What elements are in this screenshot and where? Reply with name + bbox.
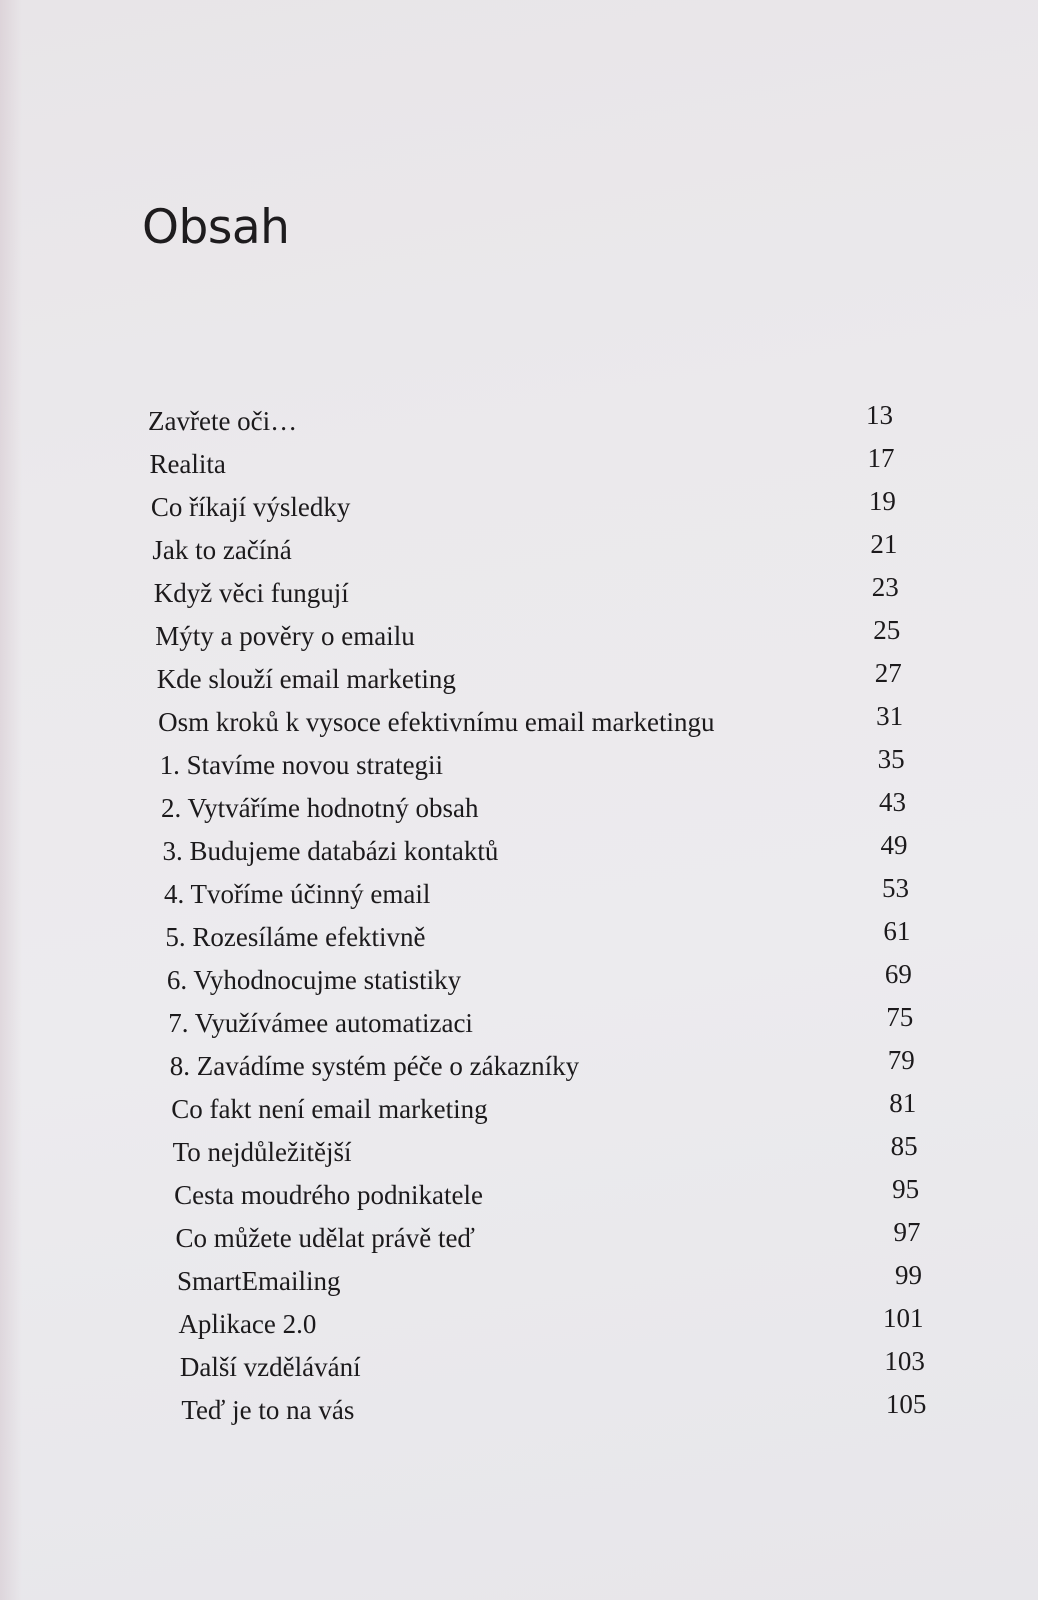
toc-entry-label: Co můžete udělat právě teď	[175, 1223, 475, 1253]
page-title: Obsah	[142, 200, 290, 255]
toc-entry	[148, 1217, 921, 1265]
toc-entry-page: 81	[889, 1088, 917, 1118]
toc-entry-label: Zavřete oči…	[148, 406, 298, 436]
table-of-contents	[148, 400, 927, 1437]
toc-entry	[148, 744, 908, 792]
toc-entry	[148, 787, 908, 835]
toc-entry-label: 3. Budujeme databázi kontaktů	[162, 836, 499, 866]
toc-entry-page: 85	[890, 1131, 918, 1161]
toc-entry	[148, 1088, 917, 1136]
toc-entry-label: Mýty a pověry o emailu	[155, 621, 415, 651]
toc-entry	[148, 1002, 914, 1050]
toc-entry-label: Kde slouží email marketing	[156, 664, 456, 694]
toc-entry-label: 1. Stavíme novou strategii	[159, 750, 444, 780]
toc-entry	[148, 1346, 925, 1394]
toc-entry-label: Aplikace 2.0	[178, 1309, 317, 1339]
toc-entry-page: 23	[871, 572, 899, 602]
toc-entry-page: 61	[883, 916, 911, 946]
toc-entry	[148, 830, 908, 878]
toc-entry-label: Cesta moudrého podnikatele	[174, 1180, 484, 1210]
toc-entry-label: Co fakt není email marketing	[171, 1094, 488, 1124]
toc-entry-label: Co říkají výsledky	[150, 492, 351, 522]
toc-entry-page: 31	[876, 701, 904, 731]
toc-entry-label: 6. Vyhodnocujme statistiky	[166, 965, 462, 995]
toc-entry	[148, 916, 911, 964]
toc-entry-label: 5. Rozesíláme efektivně	[165, 922, 426, 952]
toc-entry	[148, 658, 908, 706]
toc-entry-label: 4. Tvoříme účinný email	[163, 879, 431, 909]
toc-entry	[148, 701, 908, 749]
toc-entry	[148, 1260, 922, 1308]
toc-entry	[148, 1174, 920, 1222]
toc-entry-page: 53	[881, 873, 909, 903]
toc-entry-page: 21	[870, 529, 898, 559]
toc-entry	[148, 1045, 915, 1093]
toc-entry-label: Realita	[149, 449, 226, 479]
toc-entry	[148, 486, 908, 534]
toc-entry-page: 99	[895, 1260, 922, 1290]
toc-entry-page: 49	[880, 830, 908, 860]
toc-entry	[148, 873, 909, 921]
toc-entry-page: 27	[874, 658, 902, 688]
toc-entry-label: SmartEmailing	[177, 1266, 341, 1296]
toc-entry-page: 75	[886, 1002, 914, 1032]
toc-entry	[148, 1389, 927, 1437]
toc-entry-label: Jak to začíná	[152, 535, 292, 565]
toc-entry-label: Když věci fungují	[153, 578, 349, 608]
toc-entry-page: 103	[884, 1346, 925, 1376]
toc-entry-label: 2. Vytváříme hodnotný obsah	[161, 793, 479, 823]
toc-entry-page: 19	[868, 486, 896, 516]
toc-entry-page: 13	[866, 400, 893, 430]
toc-entry	[148, 1303, 924, 1351]
toc-entry-page: 69	[884, 959, 912, 989]
toc-entry-page: 97	[893, 1217, 921, 1247]
toc-entry-label: Další vzdělávání	[179, 1352, 361, 1382]
toc-entry	[148, 572, 908, 620]
toc-entry-label: 8. Zavádíme systém péče o zákazníky	[169, 1051, 580, 1081]
toc-entry	[148, 959, 912, 1007]
toc-entry-page: 25	[873, 615, 901, 645]
toc-entry	[148, 443, 908, 491]
toc-entry-page: 95	[892, 1174, 920, 1204]
toc-entry	[148, 529, 908, 577]
toc-entry-page: 101	[882, 1303, 924, 1333]
toc-entry	[148, 400, 908, 448]
toc-entry-label: To nejdůležitější	[172, 1137, 352, 1167]
toc-entry-page: 79	[887, 1045, 915, 1075]
toc-entry-label: Osm kroků k vysoce efektivnímu email marketingu	[158, 707, 715, 737]
toc-entry-label: Teď je to na vás	[181, 1395, 355, 1425]
toc-entry-page: 43	[879, 787, 907, 817]
toc-entry-page: 35	[877, 744, 905, 774]
toc-entry-label: 7. Využívámee automatizaci	[168, 1008, 473, 1038]
toc-entry-page: 17	[867, 443, 895, 473]
toc-entry	[148, 615, 908, 663]
toc-entry	[148, 1131, 918, 1179]
toc-entry-page: 105	[885, 1389, 927, 1419]
